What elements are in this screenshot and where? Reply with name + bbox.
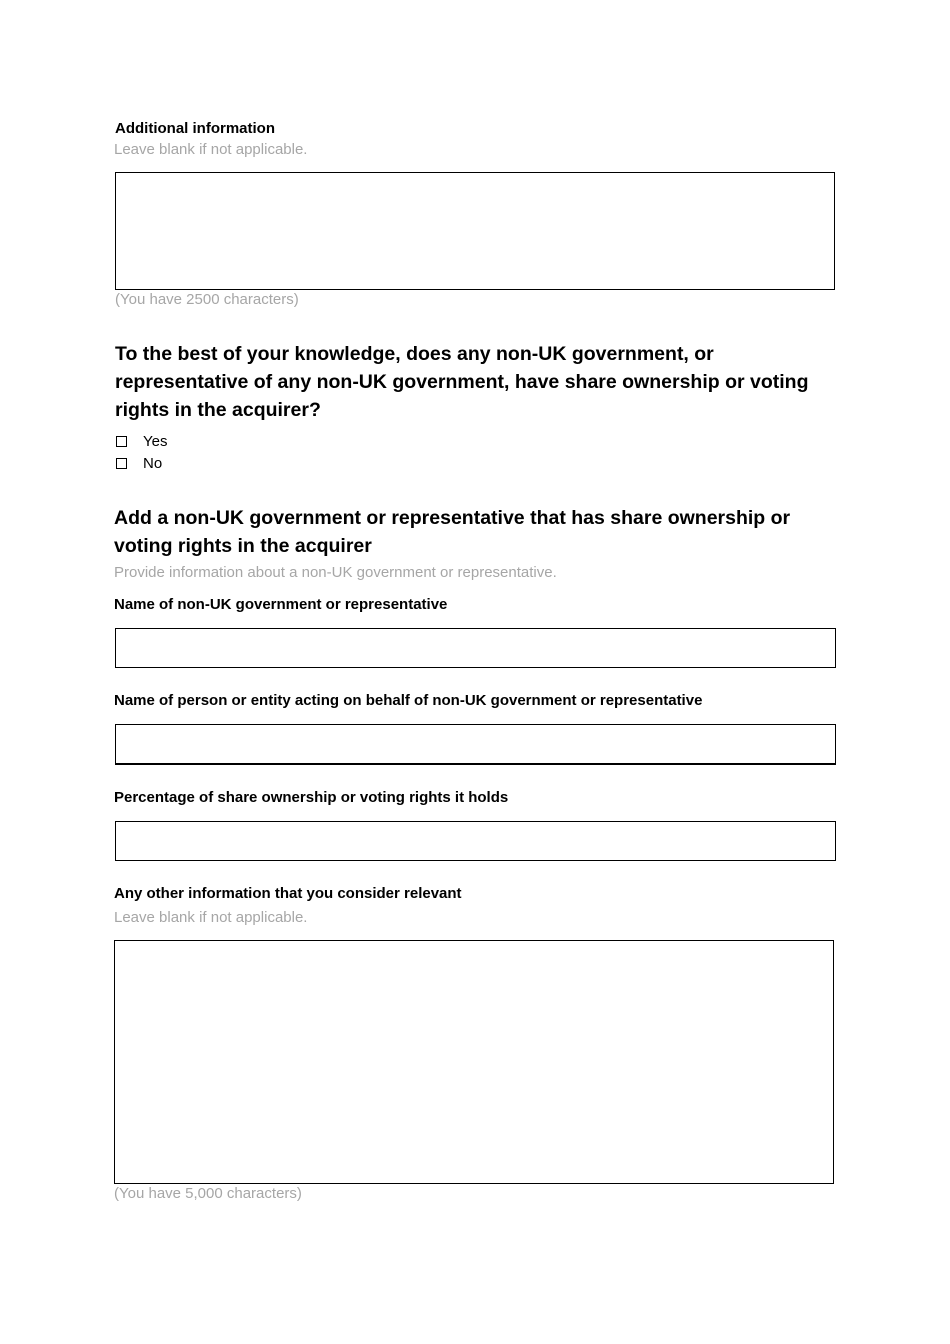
option-yes-label: Yes [143, 433, 168, 450]
government-name-label: Name of non-UK government or representative [114, 596, 448, 613]
other-info-textarea[interactable] [114, 940, 834, 1184]
agent-name-input[interactable] [115, 724, 836, 765]
percentage-label: Percentage of share ownership or voting rights it holds [114, 789, 509, 806]
other-info-counter: (You have 5,000 characters) [114, 1185, 302, 1202]
additional-info-textarea[interactable] [115, 172, 835, 290]
option-no[interactable] [116, 455, 162, 472]
agent-name-label: Name of person or entity acting on behalf of non-UK government or representative [114, 692, 703, 709]
add-government-hint: Provide information about a non-UK government or representative. [114, 564, 557, 581]
additional-info-label: Additional information [115, 120, 275, 137]
other-info-label: Any other information that you consider relevant [114, 885, 462, 902]
checkbox-yes[interactable] [116, 436, 127, 447]
checkbox-no[interactable] [116, 458, 127, 469]
additional-info-hint: Leave blank if not applicable. [114, 141, 308, 158]
option-no-label: No [143, 455, 163, 472]
percentage-input[interactable] [115, 821, 836, 861]
other-info-hint: Leave blank if not applicable. [114, 909, 308, 926]
additional-info-counter: (You have 2500 characters) [115, 291, 299, 308]
government-name-input[interactable] [115, 628, 836, 668]
add-government-heading: Add a non-UK government or representative that has share ownership or voting rights in the acquirer [114, 507, 791, 557]
government-question: To the best of your knowledge, does any non-UK government, or representative of any non-UK government, have share ownership or voting rights in the acquirer? [115, 343, 809, 421]
option-yes[interactable] [116, 433, 167, 450]
